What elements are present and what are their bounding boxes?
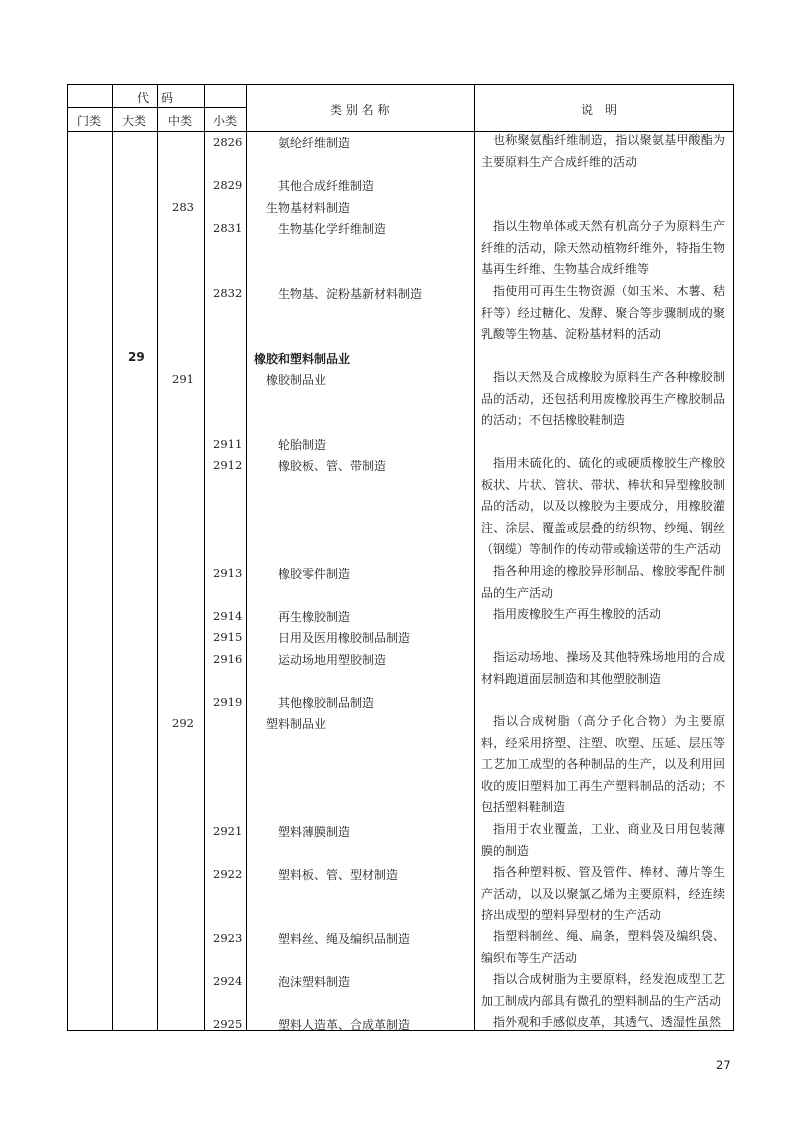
col-divider: [246, 85, 247, 1030]
xiaolei-code: 2915: [213, 630, 243, 644]
category-name: 橡胶和塑料制品业: [254, 352, 351, 366]
category-description: 指运动场地、操场及其他特殊场地用的合成材料跑道面层制造和其他塑胶制造: [481, 650, 725, 686]
xiaolei-code: 2923: [213, 931, 243, 945]
header-menlei: 门类: [77, 114, 102, 128]
category-description: 指用于农业覆盖，工业、商业及日用包装薄膜的制造: [481, 822, 725, 858]
xiaolei-code: 2912: [213, 458, 243, 472]
zhonglei-code: 292: [172, 716, 194, 730]
zhonglei-code: 291: [172, 372, 194, 386]
xiaolei-code: 2913: [213, 566, 243, 580]
category-name: 塑料薄膜制造: [278, 825, 351, 839]
xiaolei-code: 2829: [213, 178, 243, 192]
category-description: 指使用可再生生物资源（如玉米、木薯、秸秆等）经过糖化、发酵、聚合等步骤制成的聚乳酸等生物基、淀粉基材料的活动: [481, 284, 725, 341]
col-divider: [474, 85, 475, 1030]
category-name: 运动场地用塑胶制造: [278, 653, 387, 667]
category-description: 指用未硫化的、硫化的或硬质橡胶生产橡胶板状、片状、管状、带状、棒状和异型橡胶制品的活动，以及以橡胶为主要成分，用橡胶灌注、涂层、覆盖或层叠的纺织物、纱绳、钢丝（钢缆）等制作的传动带或输送带的生产活动: [481, 456, 725, 556]
category-description: 指用废橡胶生产再生橡胶的活动: [493, 607, 662, 621]
category-name: 生物基化学纤维制造: [278, 222, 387, 236]
xiaolei-code: 2831: [213, 221, 243, 235]
xiaolei-code: 2916: [213, 652, 243, 666]
xiaolei-code: 2832: [213, 286, 243, 300]
xiaolei-code: 2914: [213, 609, 243, 623]
category-name: 其他合成纤维制造: [278, 179, 375, 193]
category-name: 橡胶零件制造: [278, 567, 351, 581]
category-description: 指以生物单体或天然有机高分子为原料生产纤维的活动，除天然动植物纤维外，特指生物基再生纤维、生物基合成纤维等: [481, 219, 725, 276]
header-zhonglei: 中类: [168, 114, 193, 128]
category-description: 指以合成树脂（高分子化合物）为主要原料，经采用挤塑、注塑、吹塑、压延、层压等工艺加工成型的各种制品的生产，以及利用回收的废旧塑料加工再生产塑料制品的活动；不包括塑料鞋制造: [481, 714, 725, 814]
zhonglei-code: 283: [172, 200, 194, 214]
col-divider: [157, 85, 158, 1030]
category-description: 指各种用途的橡胶异形制品、橡胶零配件制品的生产活动: [481, 564, 725, 600]
category-description: 指以天然及合成橡胶为原料生产各种橡胶制品的活动，还包括利用废橡胶再生产橡胶制品的活动；不包括橡胶鞋制造: [481, 370, 725, 427]
header-xiaolei: 小类: [213, 114, 238, 128]
category-name: 生物基材料制造: [266, 201, 351, 215]
header-dalei: 大类: [122, 114, 147, 128]
xiaolei-code: 2921: [213, 824, 243, 838]
dalei-code: 29: [128, 350, 145, 364]
category-description: 指外观和手感似皮革，其透气、透湿性虽然: [493, 1015, 722, 1029]
category-name: 泡沫塑料制造: [278, 975, 351, 989]
category-name: 日用及医用橡胶制品制造: [278, 631, 411, 645]
category-description: 指以合成树脂为主要原料，经发泡成型工艺加工制成内部具有微孔的塑料制品的生产活动: [481, 972, 725, 1008]
xiaolei-code: 2919: [213, 695, 243, 709]
category-name: 塑料人造革、合成革制造: [278, 1018, 411, 1032]
col-divider: [112, 85, 113, 1030]
xiaolei-code: 2911: [213, 437, 243, 451]
category-name: 轮胎制造: [278, 438, 327, 452]
xiaolei-code: 2924: [213, 974, 243, 988]
category-name: 其他橡胶制品制造: [278, 696, 375, 710]
header-description: 说 明: [581, 103, 618, 117]
category-name: 生物基、淀粉基新材料制造: [278, 287, 423, 301]
xiaolei-code: 2922: [213, 867, 243, 881]
header-code-group: 代 码: [137, 91, 174, 105]
category-description: 指塑料制丝、绳、扁条，塑料袋及编织袋、编织布等生产活动: [481, 929, 725, 965]
xiaolei-code: 2925: [213, 1017, 243, 1031]
header-subdivider: [68, 107, 246, 108]
page-number: 27: [716, 1058, 731, 1072]
category-name: 塑料丝、绳及编织品制造: [278, 932, 411, 946]
category-description: 也称聚氨酯纤维制造，指以聚氨基甲酸酯为主要原料生产合成纤维的活动: [481, 133, 725, 169]
col-divider: [204, 85, 205, 1030]
category-name: 氨纶纤维制造: [278, 136, 351, 150]
category-name: 橡胶板、管、带制造: [278, 459, 387, 473]
category-name: 橡胶制品业: [266, 373, 327, 387]
category-name: 塑料板、管、型材制造: [278, 868, 399, 882]
header-category-name: 类 别 名 称: [330, 103, 390, 117]
category-name: 再生橡胶制造: [278, 610, 351, 624]
category-description: 指各种塑料板、管及管件、棒材、薄片等生产活动，以及以聚氯乙烯为主要原料，经连续挤出成型的塑料异型材的生产活动: [481, 865, 725, 922]
category-name: 塑料制品业: [266, 717, 327, 731]
xiaolei-code: 2826: [213, 135, 243, 149]
